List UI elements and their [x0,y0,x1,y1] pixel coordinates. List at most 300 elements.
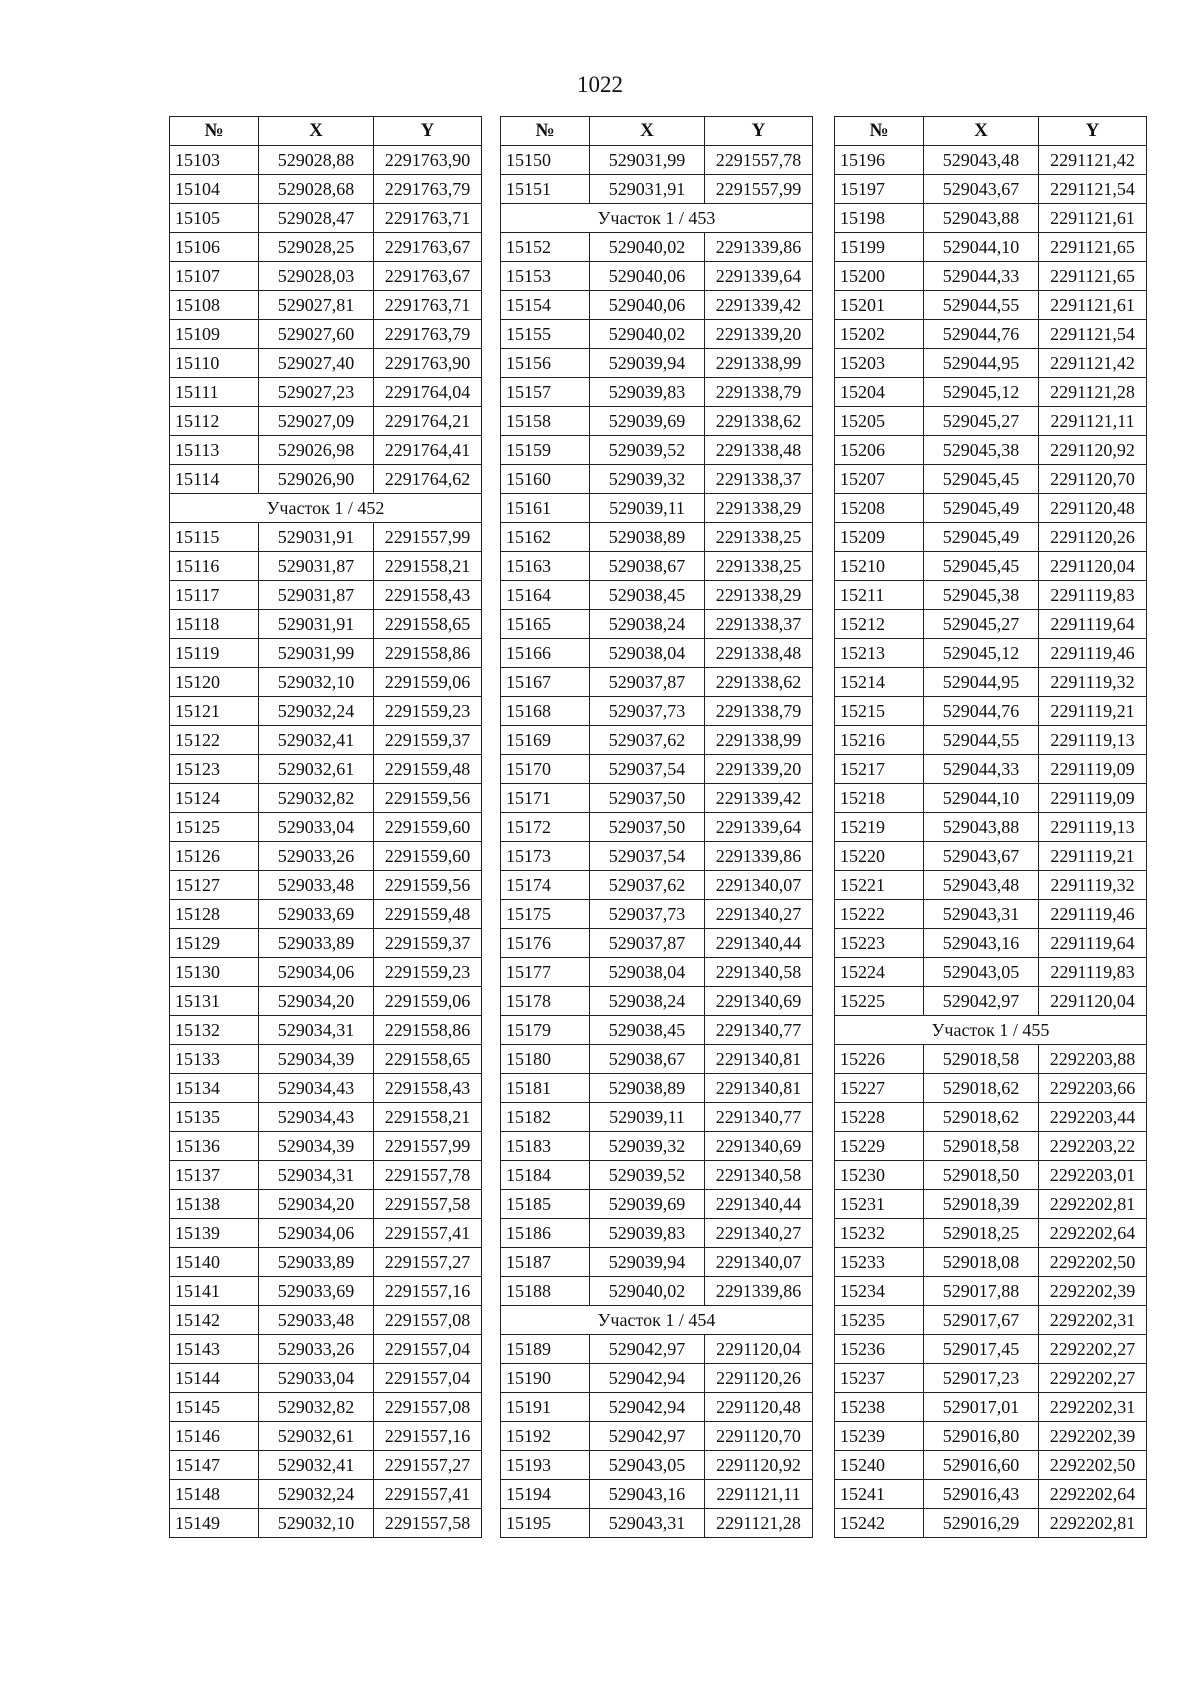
x-coordinate-cell: 529026,98 [259,436,374,465]
x-coordinate-cell: 529045,12 [924,639,1039,668]
table-row [501,610,813,639]
x-coordinate-cell: 529039,94 [590,349,705,378]
point-number-cell: 15203 [835,349,924,378]
point-number-cell: 15197 [835,175,924,204]
y-coordinate-cell: 2291338,62 [705,668,813,697]
table-row [501,320,813,349]
table-row [170,610,482,639]
x-coordinate-cell: 529040,02 [590,1277,705,1306]
point-number-cell: 15192 [501,1422,590,1451]
x-coordinate-cell: 529044,10 [924,233,1039,262]
table-row [501,1190,813,1219]
y-coordinate-cell: 2291559,06 [374,987,482,1016]
point-number-cell: 15145 [170,1393,259,1422]
y-coordinate-cell: 2292202,27 [1039,1335,1147,1364]
point-number-cell: 15133 [170,1045,259,1074]
table-row [501,233,813,262]
y-coordinate-cell: 2291558,86 [374,639,482,668]
x-coordinate-cell: 529043,88 [924,204,1039,233]
y-coordinate-cell: 2291338,25 [705,523,813,552]
point-number-cell: 15222 [835,900,924,929]
x-coordinate-cell: 529037,54 [590,755,705,784]
table-row [501,494,813,523]
table-row [501,1422,813,1451]
y-coordinate-cell: 2291340,58 [705,1161,813,1190]
y-coordinate-cell: 2291557,16 [374,1422,482,1451]
y-coordinate-cell: 2292203,66 [1039,1074,1147,1103]
table-row [835,349,1147,378]
table-row [501,639,813,668]
x-coordinate-cell: 529033,89 [259,1248,374,1277]
table-row [835,610,1147,639]
y-coordinate-cell: 2292202,81 [1039,1509,1147,1538]
x-coordinate-cell: 529033,69 [259,1277,374,1306]
table-row [170,668,482,697]
point-number-cell: 15139 [170,1219,259,1248]
y-coordinate-cell: 2291557,08 [374,1306,482,1335]
table-row [835,726,1147,755]
x-coordinate-cell: 529043,05 [924,958,1039,987]
x-coordinate-cell: 529034,06 [259,1219,374,1248]
y-coordinate-cell: 2291557,78 [374,1161,482,1190]
x-coordinate-cell: 529039,11 [590,494,705,523]
point-number-cell: 15223 [835,929,924,958]
point-number-cell: 15164 [501,581,590,610]
y-coordinate-cell: 2291559,60 [374,842,482,871]
x-coordinate-cell: 529032,24 [259,697,374,726]
point-number-cell: 15136 [170,1132,259,1161]
y-coordinate-cell: 2291557,27 [374,1451,482,1480]
table-row [501,1509,813,1538]
y-coordinate-cell: 2292202,50 [1039,1451,1147,1480]
point-number-cell: 15116 [170,552,259,581]
y-coordinate-cell: 2291764,41 [374,436,482,465]
point-number-cell: 15146 [170,1422,259,1451]
table-row [170,349,482,378]
section-heading: Участок 1 / 453 [501,204,813,233]
x-coordinate-cell: 529033,69 [259,900,374,929]
table-row [501,1045,813,1074]
y-coordinate-cell: 2291340,77 [705,1103,813,1132]
point-number-cell: 15196 [835,146,924,175]
y-coordinate-cell: 2291121,54 [1039,320,1147,349]
column-header-number: № [170,117,259,146]
x-coordinate-cell: 529034,39 [259,1045,374,1074]
x-coordinate-cell: 529039,52 [590,436,705,465]
y-coordinate-cell: 2291121,65 [1039,233,1147,262]
table-row [170,581,482,610]
point-number-cell: 15156 [501,349,590,378]
table-row [835,523,1147,552]
table-row [170,784,482,813]
x-coordinate-cell: 529027,81 [259,291,374,320]
x-coordinate-cell: 529043,67 [924,175,1039,204]
table-row [170,320,482,349]
point-number-cell: 15157 [501,378,590,407]
x-coordinate-cell: 529045,27 [924,610,1039,639]
point-number-cell: 15226 [835,1045,924,1074]
x-coordinate-cell: 529037,54 [590,842,705,871]
point-number-cell: 15180 [501,1045,590,1074]
x-coordinate-cell: 529031,91 [259,523,374,552]
table-row [835,900,1147,929]
table-row [501,146,813,175]
y-coordinate-cell: 2291338,25 [705,552,813,581]
point-number-cell: 15214 [835,668,924,697]
table-row [170,1103,482,1132]
x-coordinate-cell: 529042,97 [924,987,1039,1016]
table-row [170,871,482,900]
x-coordinate-cell: 529043,88 [924,813,1039,842]
x-coordinate-cell: 529033,26 [259,1335,374,1364]
point-number-cell: 15110 [170,349,259,378]
x-coordinate-cell: 529038,24 [590,610,705,639]
table-row [835,233,1147,262]
page-number: 1022 [577,72,623,97]
x-coordinate-cell: 529037,50 [590,784,705,813]
point-number-cell: 15186 [501,1219,590,1248]
table-row [835,1103,1147,1132]
point-number-cell: 15131 [170,987,259,1016]
x-coordinate-cell: 529043,31 [590,1509,705,1538]
x-coordinate-cell: 529033,48 [259,1306,374,1335]
y-coordinate-cell: 2291764,62 [374,465,482,494]
x-coordinate-cell: 529034,20 [259,987,374,1016]
y-coordinate-cell: 2291764,21 [374,407,482,436]
point-number-cell: 15154 [501,291,590,320]
y-coordinate-cell: 2291338,79 [705,697,813,726]
x-coordinate-cell: 529043,31 [924,900,1039,929]
y-coordinate-cell: 2292203,01 [1039,1161,1147,1190]
x-coordinate-cell: 529040,02 [590,320,705,349]
point-number-cell: 15195 [501,1509,590,1538]
x-coordinate-cell: 529018,50 [924,1161,1039,1190]
y-coordinate-cell: 2291557,99 [374,1132,482,1161]
y-coordinate-cell: 2291559,48 [374,755,482,784]
x-coordinate-cell: 529038,45 [590,581,705,610]
point-number-cell: 15113 [170,436,259,465]
table-body [170,146,482,1538]
table-row [835,639,1147,668]
y-coordinate-cell: 2291120,92 [1039,436,1147,465]
point-number-cell: 15240 [835,1451,924,1480]
x-coordinate-cell: 529045,49 [924,494,1039,523]
y-coordinate-cell: 2291121,42 [1039,349,1147,378]
point-number-cell: 15148 [170,1480,259,1509]
point-number-cell: 15105 [170,204,259,233]
x-coordinate-cell: 529032,82 [259,784,374,813]
y-coordinate-cell: 2291763,90 [374,146,482,175]
x-coordinate-cell: 529044,10 [924,784,1039,813]
y-coordinate-cell: 2291557,04 [374,1335,482,1364]
y-coordinate-cell: 2291763,79 [374,320,482,349]
y-coordinate-cell: 2291121,65 [1039,262,1147,291]
x-coordinate-cell: 529028,47 [259,204,374,233]
x-coordinate-cell: 529027,09 [259,407,374,436]
x-coordinate-cell: 529039,52 [590,1161,705,1190]
point-number-cell: 15112 [170,407,259,436]
x-coordinate-cell: 529037,50 [590,813,705,842]
y-coordinate-cell: 2291340,69 [705,1132,813,1161]
point-number-cell: 15206 [835,436,924,465]
x-coordinate-cell: 529040,06 [590,291,705,320]
table-row [835,378,1147,407]
point-number-cell: 15134 [170,1074,259,1103]
y-coordinate-cell: 2291119,32 [1039,668,1147,697]
x-coordinate-cell: 529039,94 [590,1248,705,1277]
table-row [501,1074,813,1103]
table-row [501,1132,813,1161]
x-coordinate-cell: 529044,55 [924,291,1039,320]
table-row [501,1393,813,1422]
table-body [835,146,1147,1538]
y-coordinate-cell: 2291120,26 [705,1364,813,1393]
x-coordinate-cell: 529033,48 [259,871,374,900]
y-coordinate-cell: 2291557,16 [374,1277,482,1306]
point-number-cell: 15178 [501,987,590,1016]
column-header-y: Y [374,117,482,146]
table-row [170,407,482,436]
table-row [501,262,813,291]
x-coordinate-cell: 529039,69 [590,407,705,436]
x-coordinate-cell: 529038,04 [590,639,705,668]
table-row [170,233,482,262]
y-coordinate-cell: 2291338,37 [705,465,813,494]
x-coordinate-cell: 529032,10 [259,668,374,697]
point-number-cell: 15194 [501,1480,590,1509]
table-row [501,523,813,552]
y-coordinate-cell: 2291120,92 [705,1451,813,1480]
x-coordinate-cell: 529032,24 [259,1480,374,1509]
point-number-cell: 15114 [170,465,259,494]
point-number-cell: 15234 [835,1277,924,1306]
x-coordinate-cell: 529016,80 [924,1422,1039,1451]
y-coordinate-cell: 2291763,79 [374,175,482,204]
table-row [170,1219,482,1248]
y-coordinate-cell: 2291559,23 [374,958,482,987]
point-number-cell: 15242 [835,1509,924,1538]
x-coordinate-cell: 529034,43 [259,1103,374,1132]
x-coordinate-cell: 529034,31 [259,1161,374,1190]
y-coordinate-cell: 2291119,64 [1039,929,1147,958]
y-coordinate-cell: 2291559,06 [374,668,482,697]
table-row [835,1045,1147,1074]
x-coordinate-cell: 529031,99 [590,146,705,175]
y-coordinate-cell: 2291763,67 [374,262,482,291]
point-number-cell: 15130 [170,958,259,987]
x-coordinate-cell: 529038,67 [590,1045,705,1074]
y-coordinate-cell: 2291339,42 [705,784,813,813]
table-row [835,1248,1147,1277]
y-coordinate-cell: 2291558,43 [374,581,482,610]
y-coordinate-cell: 2291339,64 [705,813,813,842]
table-row [170,1480,482,1509]
table-row [835,987,1147,1016]
y-coordinate-cell: 2291340,44 [705,1190,813,1219]
point-number-cell: 15204 [835,378,924,407]
y-coordinate-cell: 2292203,44 [1039,1103,1147,1132]
x-coordinate-cell: 529028,03 [259,262,374,291]
y-coordinate-cell: 2291339,86 [705,233,813,262]
table-row [501,175,813,204]
point-number-cell: 15163 [501,552,590,581]
y-coordinate-cell: 2291120,04 [705,1335,813,1364]
x-coordinate-cell: 529038,89 [590,523,705,552]
x-coordinate-cell: 529037,73 [590,900,705,929]
coordinates-table-2 [500,116,813,1538]
table-row [170,1509,482,1538]
point-number-cell: 15221 [835,871,924,900]
y-coordinate-cell: 2291559,56 [374,784,482,813]
x-coordinate-cell: 529043,67 [924,842,1039,871]
point-number-cell: 15183 [501,1132,590,1161]
point-number-cell: 15215 [835,697,924,726]
x-coordinate-cell: 529037,87 [590,668,705,697]
x-coordinate-cell: 529016,43 [924,1480,1039,1509]
x-coordinate-cell: 529038,89 [590,1074,705,1103]
y-coordinate-cell: 2291559,48 [374,900,482,929]
table-row [835,204,1147,233]
x-coordinate-cell: 529037,87 [590,929,705,958]
table-row [501,697,813,726]
point-number-cell: 15188 [501,1277,590,1306]
point-number-cell: 15171 [501,784,590,813]
x-coordinate-cell: 529043,05 [590,1451,705,1480]
table-row [501,436,813,465]
table-row [835,1422,1147,1451]
table-row [835,1306,1147,1335]
point-number-cell: 15212 [835,610,924,639]
table-row [170,465,482,494]
table-body [501,146,813,1538]
x-coordinate-cell: 529018,62 [924,1074,1039,1103]
table-row [835,842,1147,871]
section-heading: Участок 1 / 455 [835,1016,1147,1045]
point-number-cell: 15150 [501,146,590,175]
y-coordinate-cell: 2291119,46 [1039,900,1147,929]
table-row [835,291,1147,320]
point-number-cell: 15238 [835,1393,924,1422]
table-row [835,1190,1147,1219]
x-coordinate-cell: 529044,95 [924,668,1039,697]
x-coordinate-cell: 529039,83 [590,1219,705,1248]
x-coordinate-cell: 529039,32 [590,1132,705,1161]
y-coordinate-cell: 2291339,64 [705,262,813,291]
y-coordinate-cell: 2291121,54 [1039,175,1147,204]
point-number-cell: 15173 [501,842,590,871]
y-coordinate-cell: 2291119,46 [1039,639,1147,668]
y-coordinate-cell: 2291764,04 [374,378,482,407]
table-row [835,1509,1147,1538]
y-coordinate-cell: 2291763,90 [374,349,482,378]
point-number-cell: 15162 [501,523,590,552]
table-row [170,929,482,958]
table-row [835,494,1147,523]
table-row [170,1451,482,1480]
point-number-cell: 15216 [835,726,924,755]
y-coordinate-cell: 2292202,64 [1039,1219,1147,1248]
column-header-number: № [835,117,924,146]
y-coordinate-cell: 2291339,20 [705,755,813,784]
x-coordinate-cell: 529028,25 [259,233,374,262]
x-coordinate-cell: 529043,16 [590,1480,705,1509]
x-coordinate-cell: 529042,94 [590,1364,705,1393]
table-row [170,262,482,291]
point-number-cell: 15120 [170,668,259,697]
point-number-cell: 15168 [501,697,590,726]
x-coordinate-cell: 529034,20 [259,1190,374,1219]
table-row [501,987,813,1016]
x-coordinate-cell: 529032,61 [259,1422,374,1451]
table-row [835,784,1147,813]
x-coordinate-cell: 529045,45 [924,465,1039,494]
table-row [170,523,482,552]
section-row [501,204,813,233]
y-coordinate-cell: 2291340,07 [705,871,813,900]
x-coordinate-cell: 529045,45 [924,552,1039,581]
point-number-cell: 15225 [835,987,924,1016]
point-number-cell: 15152 [501,233,590,262]
y-coordinate-cell: 2291119,13 [1039,813,1147,842]
y-coordinate-cell: 2292202,31 [1039,1393,1147,1422]
point-number-cell: 15111 [170,378,259,407]
table-row [835,407,1147,436]
table-row [501,552,813,581]
table-row [170,552,482,581]
point-number-cell: 15185 [501,1190,590,1219]
point-number-cell: 15175 [501,900,590,929]
table-row [170,436,482,465]
point-number-cell: 15124 [170,784,259,813]
table-row [501,726,813,755]
y-coordinate-cell: 2291338,79 [705,378,813,407]
table-row [835,1132,1147,1161]
point-number-cell: 15187 [501,1248,590,1277]
x-coordinate-cell: 529034,39 [259,1132,374,1161]
point-number-cell: 15135 [170,1103,259,1132]
column-header-y: Y [1039,117,1147,146]
point-number-cell: 15231 [835,1190,924,1219]
x-coordinate-cell: 529018,62 [924,1103,1039,1132]
table-row [170,813,482,842]
table-row [170,1422,482,1451]
table-row [835,1277,1147,1306]
column-header-y: Y [705,117,813,146]
point-number-cell: 15138 [170,1190,259,1219]
table-row [501,668,813,697]
table-row [835,175,1147,204]
point-number-cell: 15208 [835,494,924,523]
y-coordinate-cell: 2291558,21 [374,552,482,581]
y-coordinate-cell: 2291763,67 [374,233,482,262]
point-number-cell: 15233 [835,1248,924,1277]
point-number-cell: 15121 [170,697,259,726]
point-number-cell: 15149 [170,1509,259,1538]
x-coordinate-cell: 529033,26 [259,842,374,871]
y-coordinate-cell: 2291120,70 [705,1422,813,1451]
point-number-cell: 15115 [170,523,259,552]
y-coordinate-cell: 2292202,64 [1039,1480,1147,1509]
point-number-cell: 15176 [501,929,590,958]
x-coordinate-cell: 529028,88 [259,146,374,175]
table-row [170,1016,482,1045]
y-coordinate-cell: 2291340,77 [705,1016,813,1045]
point-number-cell: 15182 [501,1103,590,1132]
x-coordinate-cell: 529034,31 [259,1016,374,1045]
y-coordinate-cell: 2291559,37 [374,726,482,755]
table-header-row [170,117,482,146]
point-number-cell: 15161 [501,494,590,523]
